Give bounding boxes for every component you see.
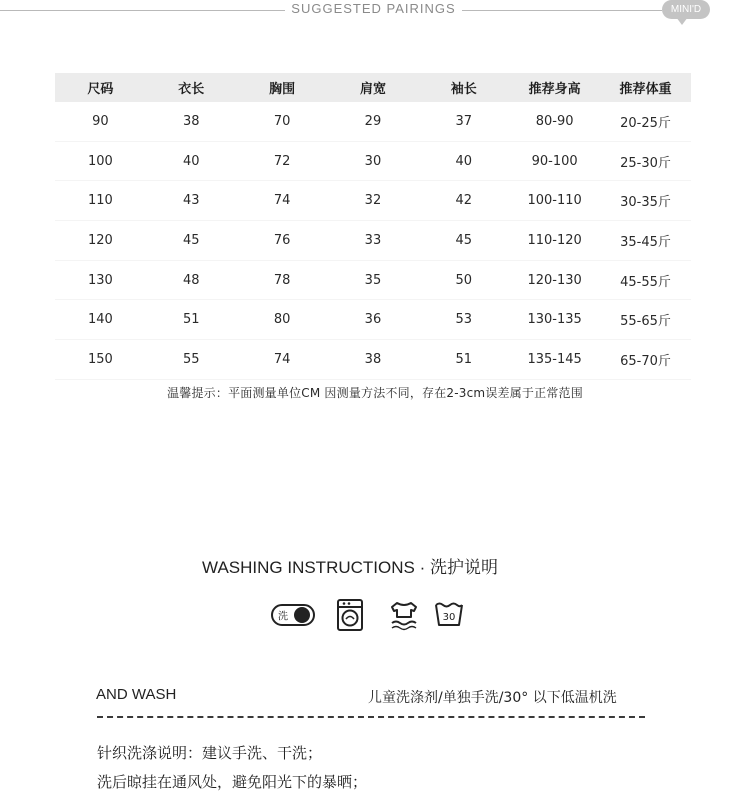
table-cell: 135-145 (527, 351, 582, 367)
table-cell: 120-130 (527, 272, 582, 288)
table-cell: 35 (364, 272, 382, 288)
table-cell: 29 (364, 113, 382, 129)
table-cell: 37 (455, 113, 473, 129)
table-cell: 90-100 (531, 153, 578, 169)
table-cell: 55 (182, 351, 200, 367)
detergent-note: 儿童洗涤剂/单独手洗/30° 以下低温机洗 (368, 690, 617, 706)
and-wash-label: AND WASH (96, 686, 177, 703)
table-row (55, 340, 691, 380)
table-cell: 30-35斤 (620, 195, 671, 211)
table-row (55, 181, 691, 221)
table-cell: 76 (273, 232, 291, 248)
washing-title: WASHING INSTRUCTIONS · 洗护说明 (202, 558, 498, 577)
column-header-length: 衣长 (146, 73, 237, 102)
table-cell: 150 (88, 351, 113, 367)
table-row (55, 260, 691, 300)
size-table-header-row (55, 73, 691, 102)
table-cell: 48 (182, 272, 200, 288)
column-header-shoulder: 肩宽 (328, 73, 419, 102)
table-cell: 38 (182, 113, 200, 129)
table-row (55, 102, 691, 141)
table-cell: 90 (92, 113, 109, 129)
table-cell: 35-45斤 (620, 234, 671, 250)
table-cell: 25-30斤 (620, 155, 671, 171)
header-divider-left (0, 10, 285, 11)
table-cell: 45 (182, 232, 200, 248)
table-cell: 120 (88, 232, 113, 248)
hand-wash-toggle-icon (270, 597, 316, 637)
table-cell: 43 (182, 193, 200, 209)
table-row (55, 221, 691, 261)
table-row (55, 141, 691, 181)
column-header-size: 尺码 (55, 73, 146, 102)
table-cell: 100 (88, 153, 113, 169)
table-cell: 45-55斤 (620, 274, 671, 290)
table-cell: 80 (273, 312, 291, 328)
table-cell: 55-65斤 (620, 314, 671, 330)
machine-wash-icon (335, 597, 365, 637)
table-cell: 51 (182, 312, 200, 328)
care-icons (270, 597, 470, 633)
table-cell: 110 (88, 193, 113, 209)
table-cell: 70 (273, 113, 291, 129)
table-cell: 45 (455, 232, 473, 248)
section-title: SUGGESTED PAIRINGS (291, 1, 456, 16)
column-header-sleeve: 袖长 (418, 73, 509, 102)
table-cell: 38 (364, 351, 382, 367)
table-cell: 36 (364, 312, 382, 328)
wash-temperature-label: 30 (442, 612, 456, 623)
table-cell: 50 (455, 272, 473, 288)
table-cell: 42 (455, 193, 473, 209)
wash-30-icon (434, 597, 464, 637)
table-cell: 33 (364, 232, 382, 248)
column-header-height: 推荐身高 (509, 73, 600, 102)
size-table (55, 73, 691, 380)
table-cell: 80-90 (535, 113, 574, 129)
table-cell: 74 (273, 351, 291, 367)
table-cell: 40 (182, 153, 200, 169)
hang-dry-icon (388, 597, 420, 637)
table-cell: 40 (455, 153, 473, 169)
brand-logo: MINI'D (662, 0, 710, 19)
header-divider-right (462, 10, 662, 11)
table-cell: 30 (364, 153, 382, 169)
care-instruction-line: 洗后晾挂在通风处，避免阳光下的暴晒； (97, 773, 368, 791)
brand-logo-tail (676, 17, 688, 25)
table-cell: 74 (273, 193, 291, 209)
hand-wash-label: 洗 (278, 611, 288, 623)
column-header-chest: 胸围 (237, 73, 328, 102)
table-cell: 20-25斤 (620, 115, 671, 131)
table-cell: 130-135 (527, 312, 582, 328)
table-cell: 78 (273, 272, 291, 288)
table-cell: 130 (88, 272, 113, 288)
table-cell: 140 (88, 312, 113, 328)
table-cell: 110-120 (527, 232, 582, 248)
table-cell: 32 (364, 193, 382, 209)
care-instruction-line: 针织洗涤说明：建议手洗、干洗； (97, 744, 323, 762)
measurement-note: 温馨提示：平面测量单位CM 因测量方法不同，存在2-3cm误差属于正常范围 (167, 386, 583, 400)
table-row (55, 300, 691, 340)
table-cell: 100-110 (527, 193, 582, 209)
table-cell: 53 (455, 312, 473, 328)
table-cell: 51 (455, 351, 473, 367)
table-cell: 65-70斤 (620, 353, 671, 369)
table-cell: 72 (273, 153, 291, 169)
dashed-divider (97, 716, 645, 718)
column-header-weight: 推荐体重 (600, 73, 691, 102)
